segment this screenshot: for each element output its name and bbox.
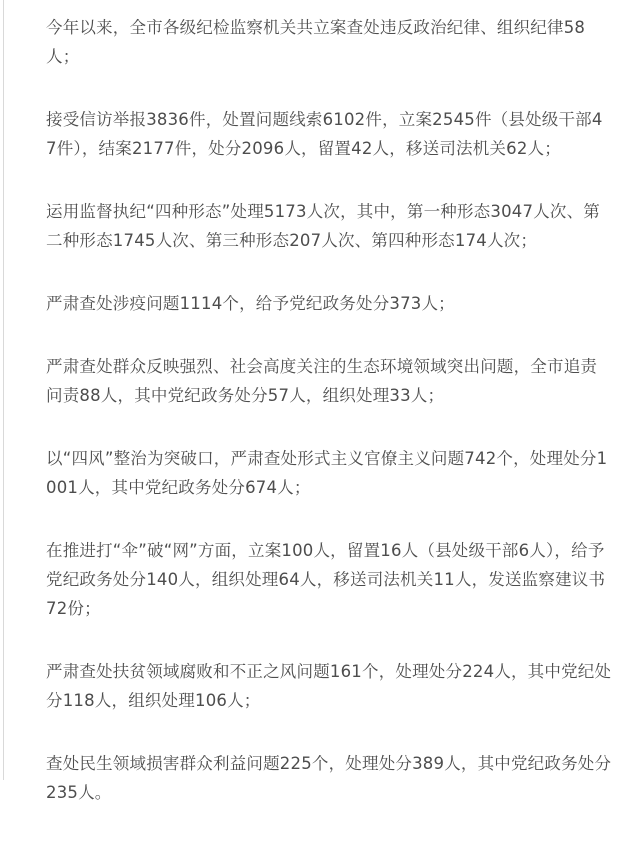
- paragraph-umbrella-network: 在推进打“伞”破“网”方面，立案100人，留置16人（县处级干部6人），给予党纪政务处分140人，组织处理64人，移送司法机关11人，发送监察建议书72份；: [46, 541, 606, 618]
- left-border-line: [3, 0, 4, 780]
- paragraph-epidemic-issues: 严肃查处涉疫问题1114个，给予党纪政务处分373人；: [46, 294, 455, 313]
- paragraph-ecological-environment: 严肃查处群众反映强烈、社会高度关注的生态环境领域突出问题，全市追责问责88人，其中党纪政务处分57人，组织处理33人；: [46, 357, 598, 405]
- paragraph-four-winds: 以“四风”整治为突破口，严肃查处形式主义官僚主义问题742个，处理处分1001人，其中党纪政务处分674人；: [46, 449, 608, 497]
- paragraph-four-forms: 运用监督执纪“四种形态”处理5173人次，其中，第一种形态3047人次、第二种形态1745人次、第三种形态207人次、第四种形态174人次；: [46, 202, 600, 250]
- paragraph-livelihood: 查处民生领域损害群众利益问题225个，处理处分389人，其中党纪政务处分235人。: [46, 754, 612, 802]
- article-body: [46, 13, 612, 807]
- paragraph-poverty-alleviation: 严肃查处扶贫领域腐败和不正之风问题161个，处理处分224人，其中党纪处分118人，组织处理106人；: [46, 662, 612, 710]
- paragraph-political-discipline: 今年以来，全市各级纪检监察机关共立案查处违反政治纪律、组织纪律58人；: [46, 18, 586, 66]
- paragraph-petitions-cases: 接受信访举报3836件，处置问题线索6102件，立案2545件（县处级干部47件），结案2177件，处分2096人，留置42人，移送司法机关62人；: [46, 110, 603, 158]
